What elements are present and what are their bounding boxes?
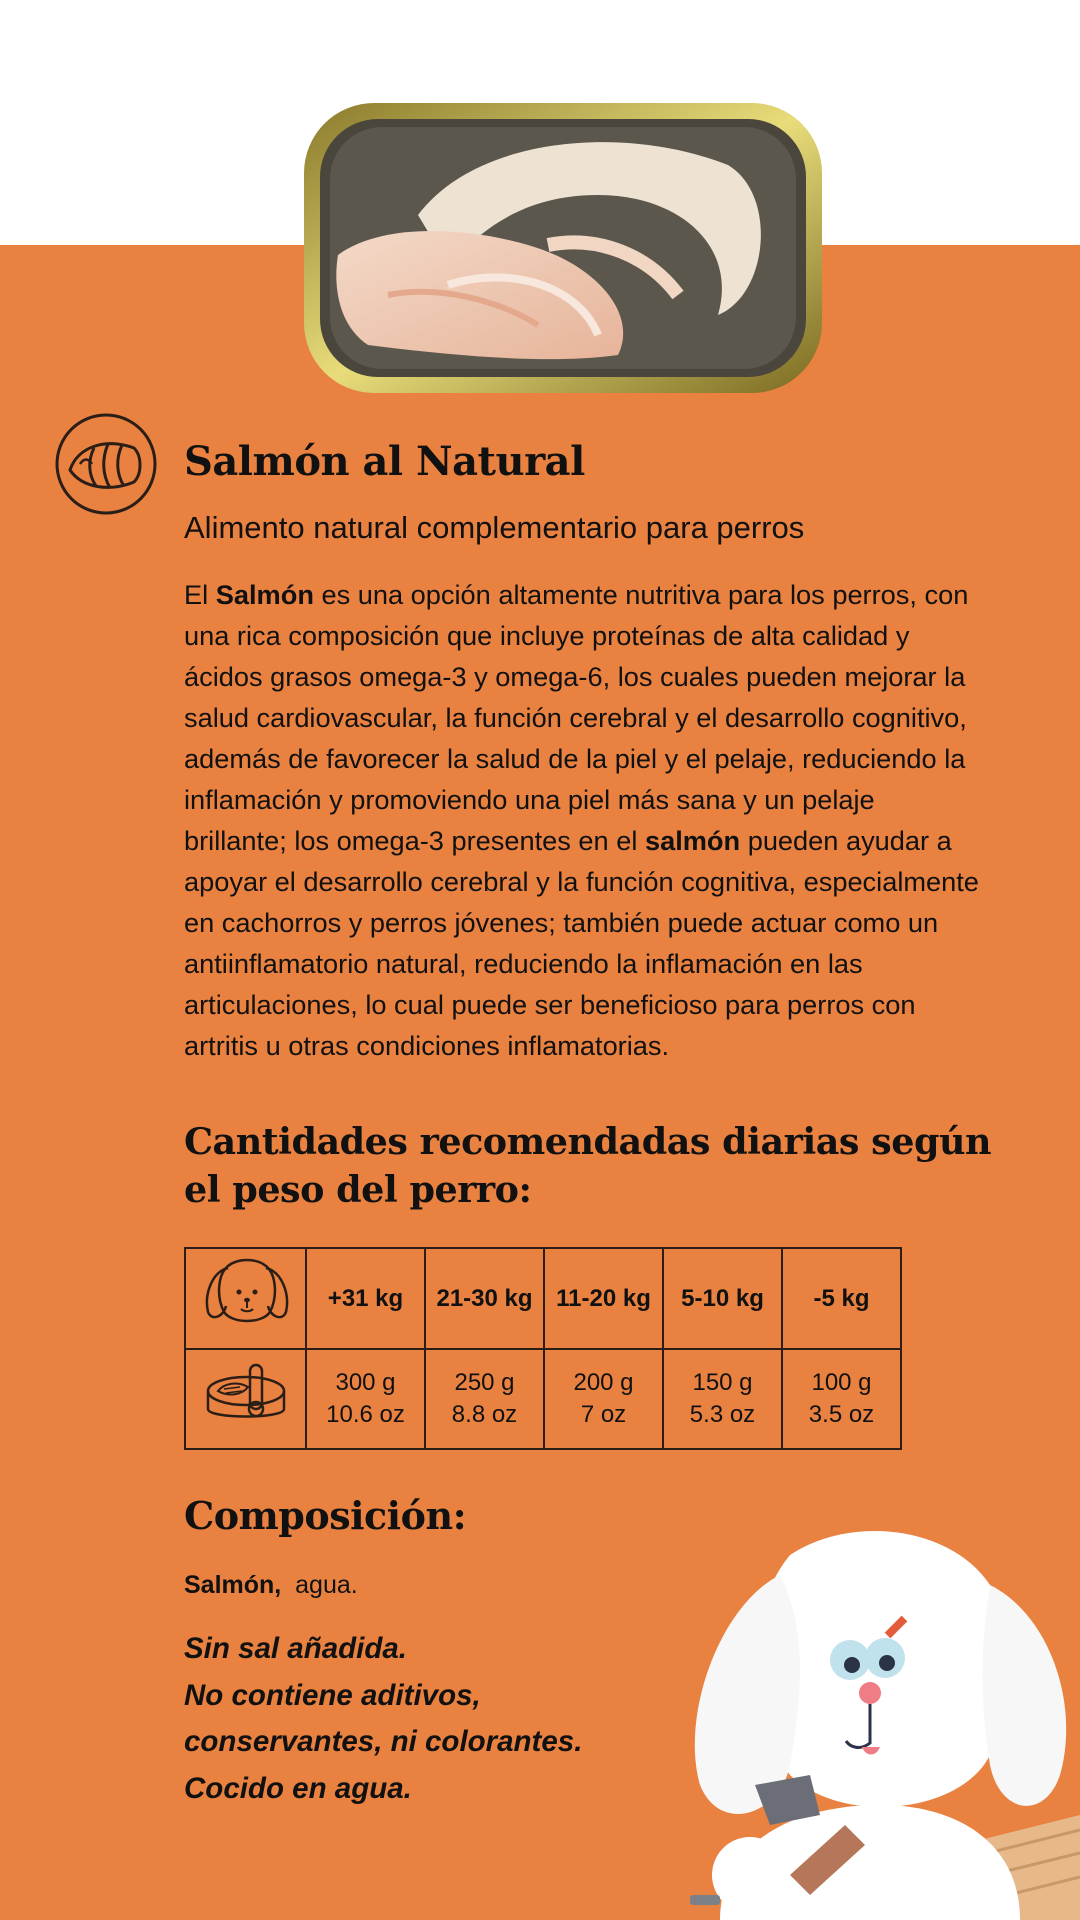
amount-cell: 300 g 10.6 oz (306, 1349, 425, 1449)
quantities-title: Cantidades recomendadas diarias según el peso del perro: (184, 1120, 992, 1211)
note-line: Cocido en agua. (184, 1771, 412, 1805)
product-title: Salmón al Natural (184, 438, 585, 485)
amount-cell: 150 g 5.3 oz (663, 1349, 782, 1449)
weight-cell: 21-30 kg (425, 1248, 544, 1349)
dog-icon-cell (185, 1248, 306, 1349)
amount-row (185, 1349, 901, 1449)
note-line: Sin sal añadida. (184, 1632, 407, 1665)
composition-title: Composición: (184, 1493, 467, 1538)
dog-mascot-illustration (660, 1515, 1080, 1920)
daily-quantities-table (184, 1247, 902, 1450)
weight-cell: 11-20 kg (544, 1248, 663, 1349)
weight-cell: +31 kg (306, 1248, 425, 1349)
amount-cell: 200 g 7 oz (544, 1349, 663, 1449)
product-description: El Salmón es una opción altamente nutritiva para los perros, con una rica composición que incluye proteínas de alta calidad y ácidos grasos omega-3 y omega-6, los cuales pueden mejorar la salud cardiovascular, la función cerebral y el desarrollo cognitivo, además de favorecer la salud de la piel y el pelaje, reduciendo la inflamación y promoviendo una piel más sana y un pelaje brillante; los omega-3 presentes en el salmón pueden ayudar a apoyar el desarrollo cerebral y la función cognitiva, especialmente en cachorros y perros jóvenes; también puede actuar como un antiinflamatorio natural, reduciendo la inflamación en las articulaciones, lo cual puede ser beneficioso para perros con artritis u otras condiciones inflamatorias. (184, 579, 979, 1061)
composition-ingredients: Salmón, agua. (184, 1571, 358, 1599)
amount-cell: 250 g 8.8 oz (425, 1349, 544, 1449)
weight-cell: 5-10 kg (663, 1248, 782, 1349)
dog-face-icon (198, 1256, 294, 1332)
product-notes (184, 1626, 582, 1812)
weight-row (185, 1248, 901, 1349)
note-line: conservantes, ni colorantes. (184, 1725, 583, 1758)
weight-cell: -5 kg (782, 1248, 901, 1349)
amount-cell: 100 g 3.5 oz (782, 1349, 901, 1449)
fish-badge-icon (54, 412, 158, 516)
can-icon-cell (185, 1349, 306, 1449)
product-subtitle: Alimento natural complementario para perros (184, 510, 805, 545)
salmon-can-image (298, 95, 828, 400)
canned-fish-icon (198, 1357, 294, 1433)
note-line: No contiene aditivos, (184, 1678, 481, 1712)
